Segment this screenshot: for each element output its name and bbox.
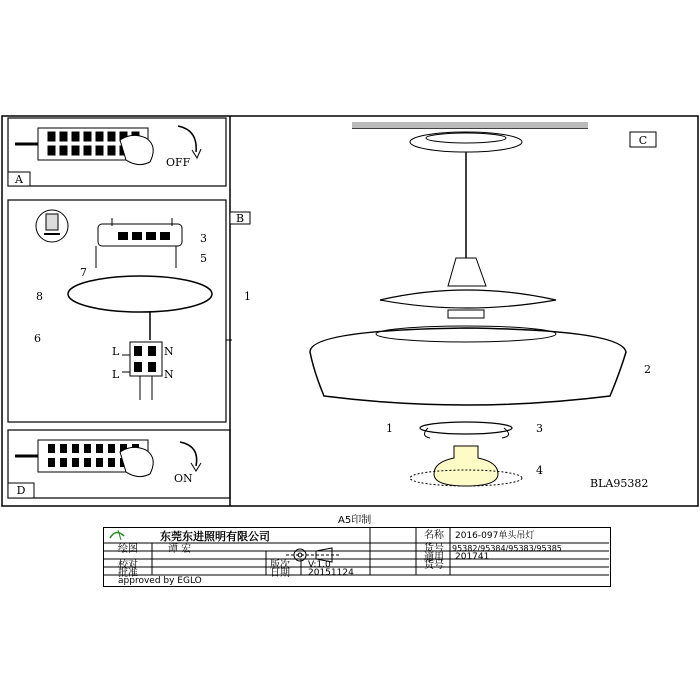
step-5-b: 5 [200, 252, 207, 265]
wire-n-label-1: N [164, 345, 174, 358]
model-label: 货号 [424, 560, 444, 571]
step-3-c: 3 [536, 422, 543, 435]
panel-a [8, 118, 226, 186]
approve-label: 批准 [118, 568, 138, 579]
step-1-b: 1 [244, 290, 251, 303]
wire-l-label-1: L [112, 345, 120, 358]
company-name: 东莞东进照明有限公司 [160, 530, 270, 543]
step-4-c: 4 [536, 464, 543, 477]
panel-a-letter: A [15, 173, 23, 186]
item-no-label: 货号 [424, 543, 444, 554]
wire-l-label-2: L [112, 368, 120, 381]
off-label: OFF [166, 156, 191, 169]
step-7-b: 7 [80, 266, 87, 279]
check-label: 校对 [118, 560, 138, 571]
approved-by: approved by EGLO [118, 576, 202, 586]
panel-c [310, 122, 656, 490]
step-2-c: 2 [644, 363, 651, 376]
step-6-b: 6 [34, 332, 41, 345]
print-spec: A5印制 [338, 515, 372, 526]
date-value: 20151124 [308, 568, 354, 578]
wire-n-label-2: N [164, 368, 174, 381]
item-no-value: 95382/95384/95383/95385 [452, 544, 562, 553]
apply-label: 適用 [424, 552, 444, 563]
step-8-b: 8 [36, 290, 43, 303]
model-code: BLA95382 [590, 477, 649, 490]
drawn-value: 谭 宏 [168, 544, 192, 555]
on-label: ON [174, 472, 193, 485]
panel-d-letter: D [16, 484, 26, 497]
name-value: 2016-097单头吊灯 [455, 531, 535, 541]
apply-value: 201741 [455, 552, 490, 562]
name-label: 名称 [424, 530, 444, 541]
panel-c-letter: C [638, 134, 648, 147]
step-3-b: 3 [200, 232, 207, 245]
drawn-label: 绘图 [118, 544, 138, 555]
panel-b-letter: B [235, 212, 245, 225]
date-label: 日期 [270, 568, 290, 579]
panel-b [8, 200, 251, 422]
step-1-c: 1 [386, 422, 393, 435]
panel-d [8, 430, 230, 498]
version-label: 版次 [270, 560, 290, 571]
version-value: V:1.0 [308, 560, 331, 570]
